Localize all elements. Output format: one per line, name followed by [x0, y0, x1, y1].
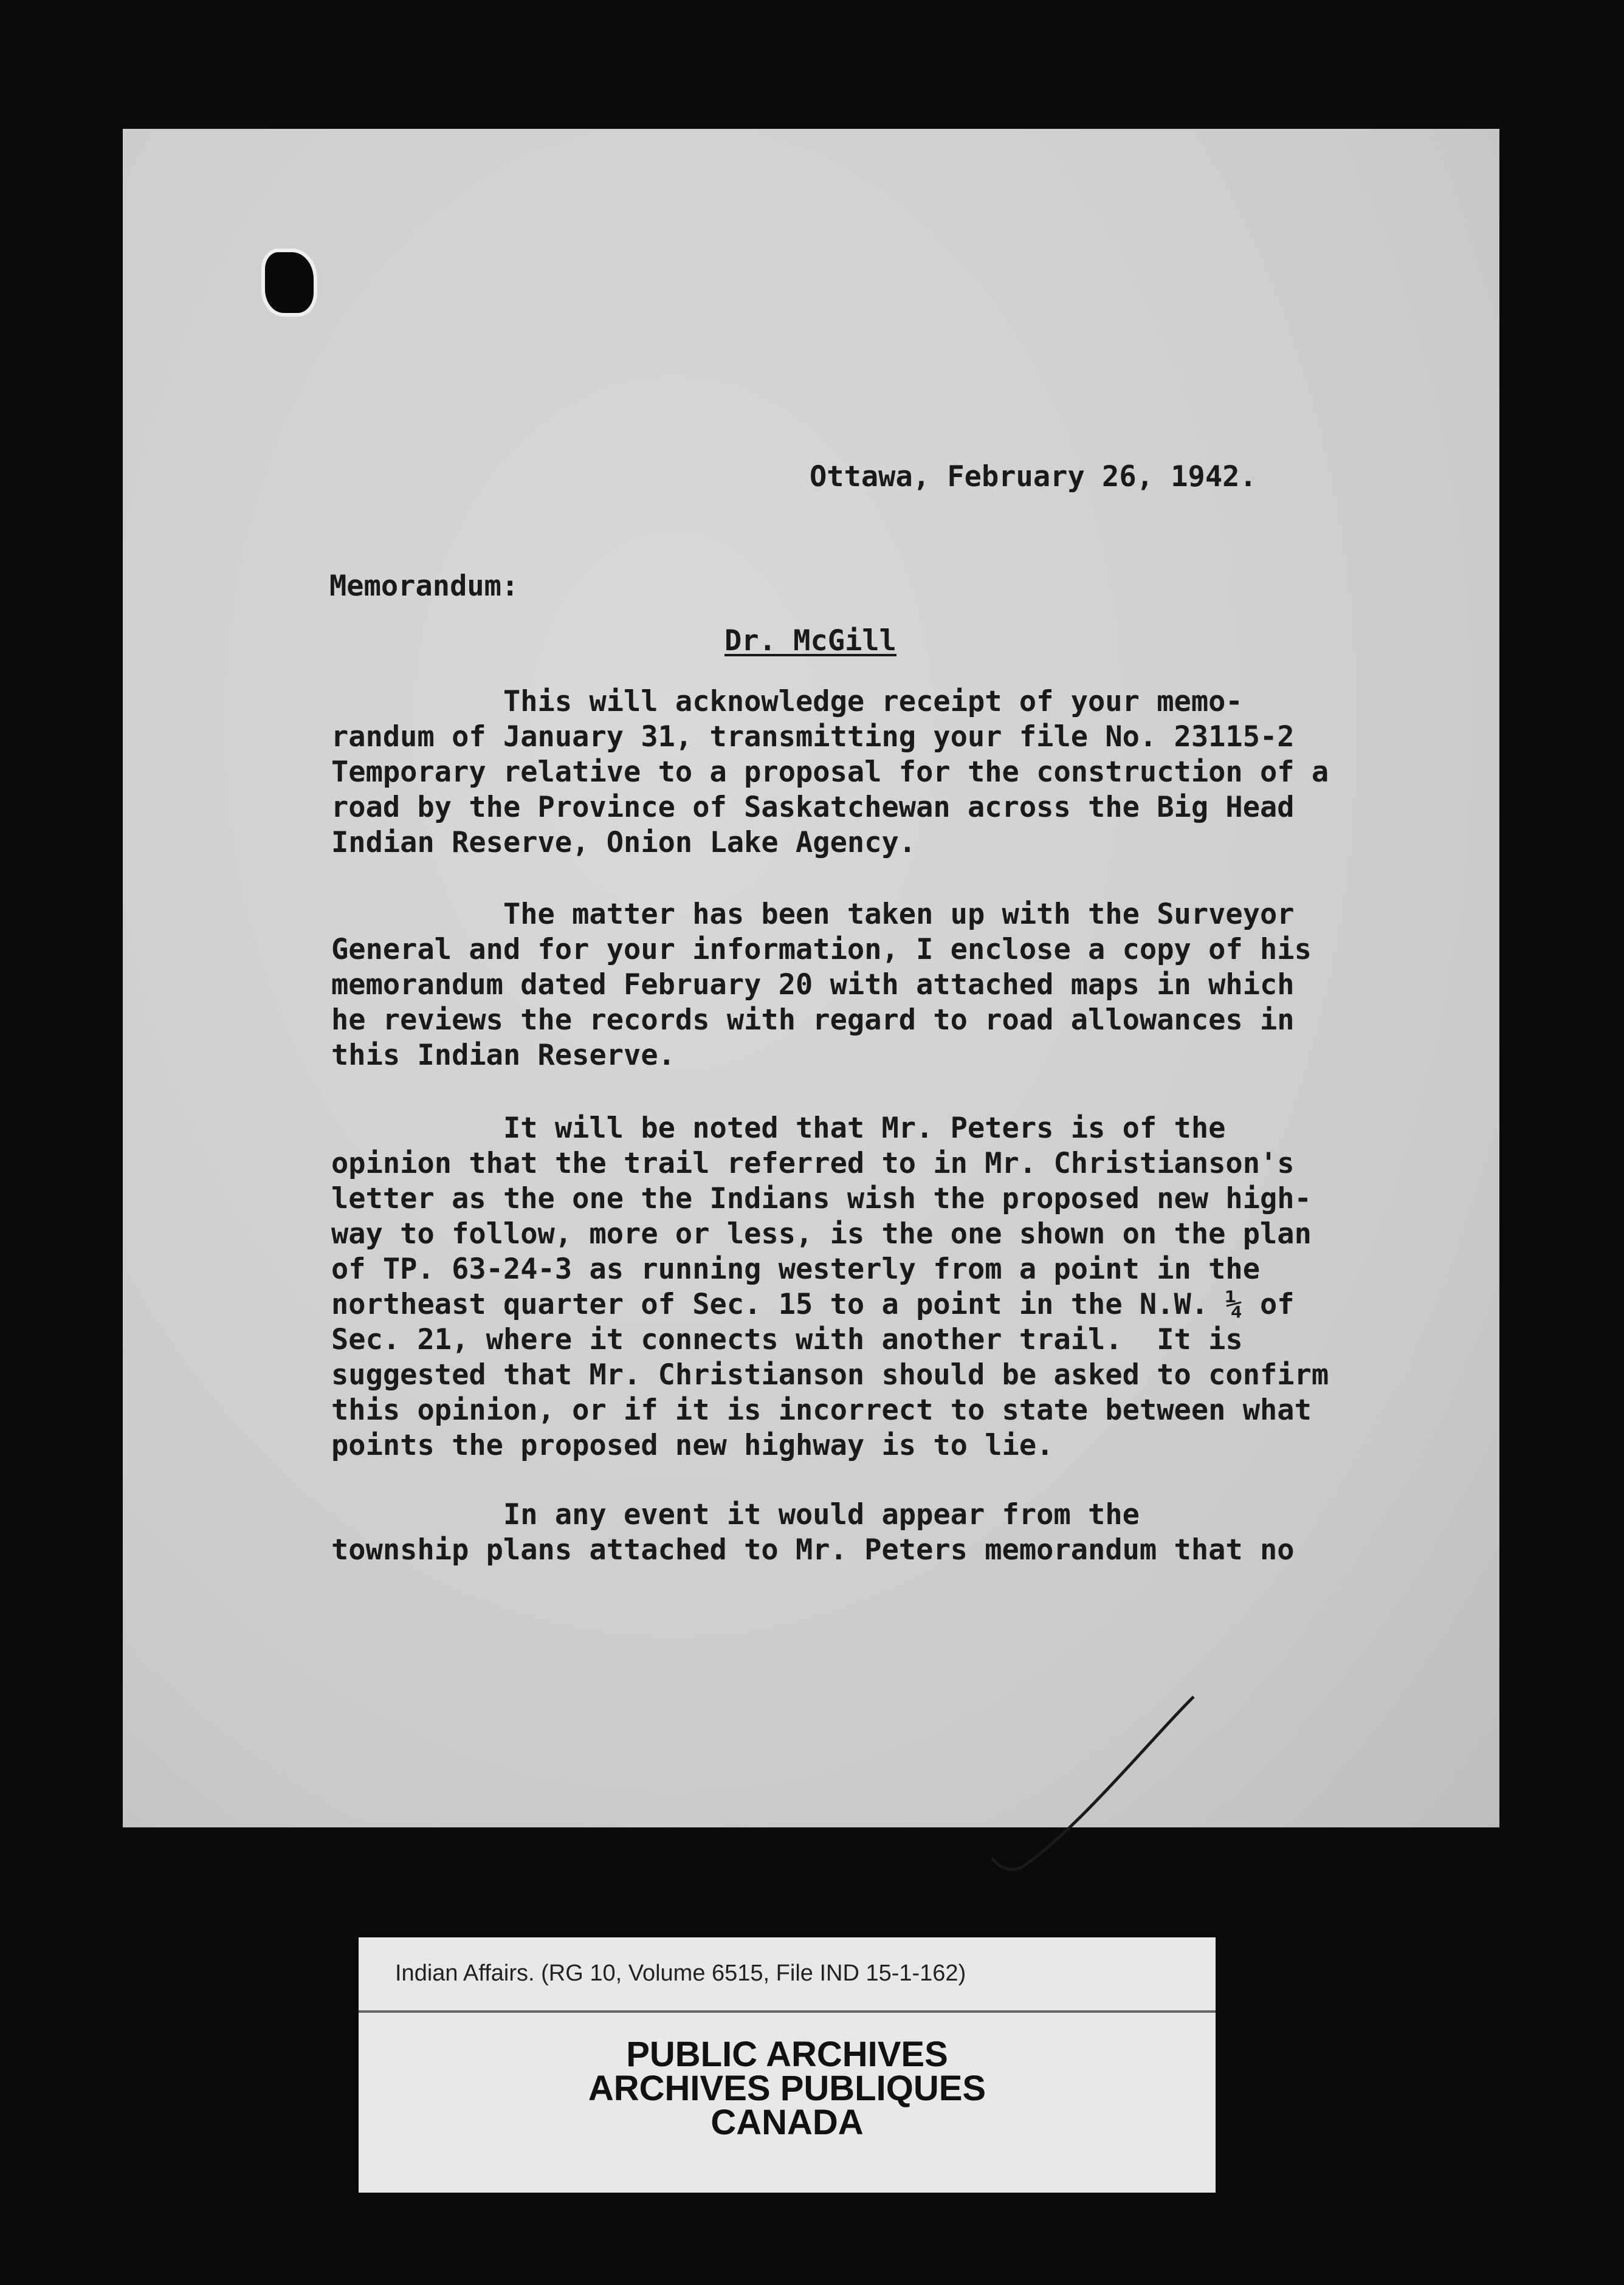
body-line: letter as the one the Indians wish the proposed new high- [331, 1182, 1312, 1215]
body-line: points the proposed new highway is to lie. [331, 1429, 1054, 1462]
body-line: Sec. 21, where it connects with another trail. It is [331, 1323, 1243, 1356]
body-line: Temporary relative to a proposal for the construction of a [331, 755, 1329, 789]
body-line: of TP. 63-24-3 as running westerly from a point in the [331, 1252, 1261, 1286]
body-line: way to follow, more or less, is the one shown on the plan [331, 1217, 1312, 1251]
letter-body [331, 685, 1486, 1621]
dateline: Ottawa, February 26, 1942. [810, 460, 1257, 493]
archive-line-1: PUBLIC ARCHIVES [626, 2035, 948, 2074]
punch-hole [261, 249, 317, 317]
body-line: opinion that the trail referred to in Mr. Christianson's [331, 1147, 1295, 1180]
body-line: memorandum dated February 20 with attached maps in which [331, 968, 1295, 1002]
archive-line-3: CANADA [710, 2103, 864, 2142]
memo-heading: Memorandum: [329, 569, 519, 603]
body-line: This will acknowledge receipt of your memo- [331, 685, 1243, 718]
archive-reference: Indian Affairs. (RG 10, Volume 6515, File IND 15-1-162) [395, 1960, 966, 1986]
body-line: randum of January 31, transmitting your file No. 23115-2 [331, 720, 1295, 754]
document-page [123, 129, 1499, 1827]
body-line: northeast quarter of Sec. 15 to a point in the N.W. ¼ of [331, 1288, 1295, 1321]
archive-line-2: ARCHIVES PUBLIQUES [588, 2069, 986, 2108]
body-line: this Indian Reserve. [331, 1039, 675, 1072]
body-line: General and for your information, I enclose a copy of his [331, 933, 1312, 966]
body-line: The matter has been taken up with the Surveyor [331, 898, 1295, 931]
archive-label-header [359, 1937, 1216, 2013]
body-line: It will be noted that Mr. Peters is of the [331, 1112, 1226, 1145]
addressee: Dr. McGill [724, 624, 896, 658]
body-line: Indian Reserve, Onion Lake Agency. [331, 826, 917, 859]
body-line: township plans attached to Mr. Peters memorandum that no [331, 1533, 1295, 1567]
body-line: road by the Province of Saskatchewan across the Big Head [331, 791, 1295, 824]
body-line: In any event it would appear from the [331, 1498, 1140, 1531]
body-line: suggested that Mr. Christianson should be asked to confirm [331, 1358, 1329, 1392]
archive-label [359, 1937, 1216, 2193]
check-mark [955, 1685, 1211, 1879]
body-line: this opinion, or if it is incorrect to state between what [331, 1393, 1312, 1427]
body-line: he reviews the records with regard to road allowances in [331, 1003, 1295, 1037]
